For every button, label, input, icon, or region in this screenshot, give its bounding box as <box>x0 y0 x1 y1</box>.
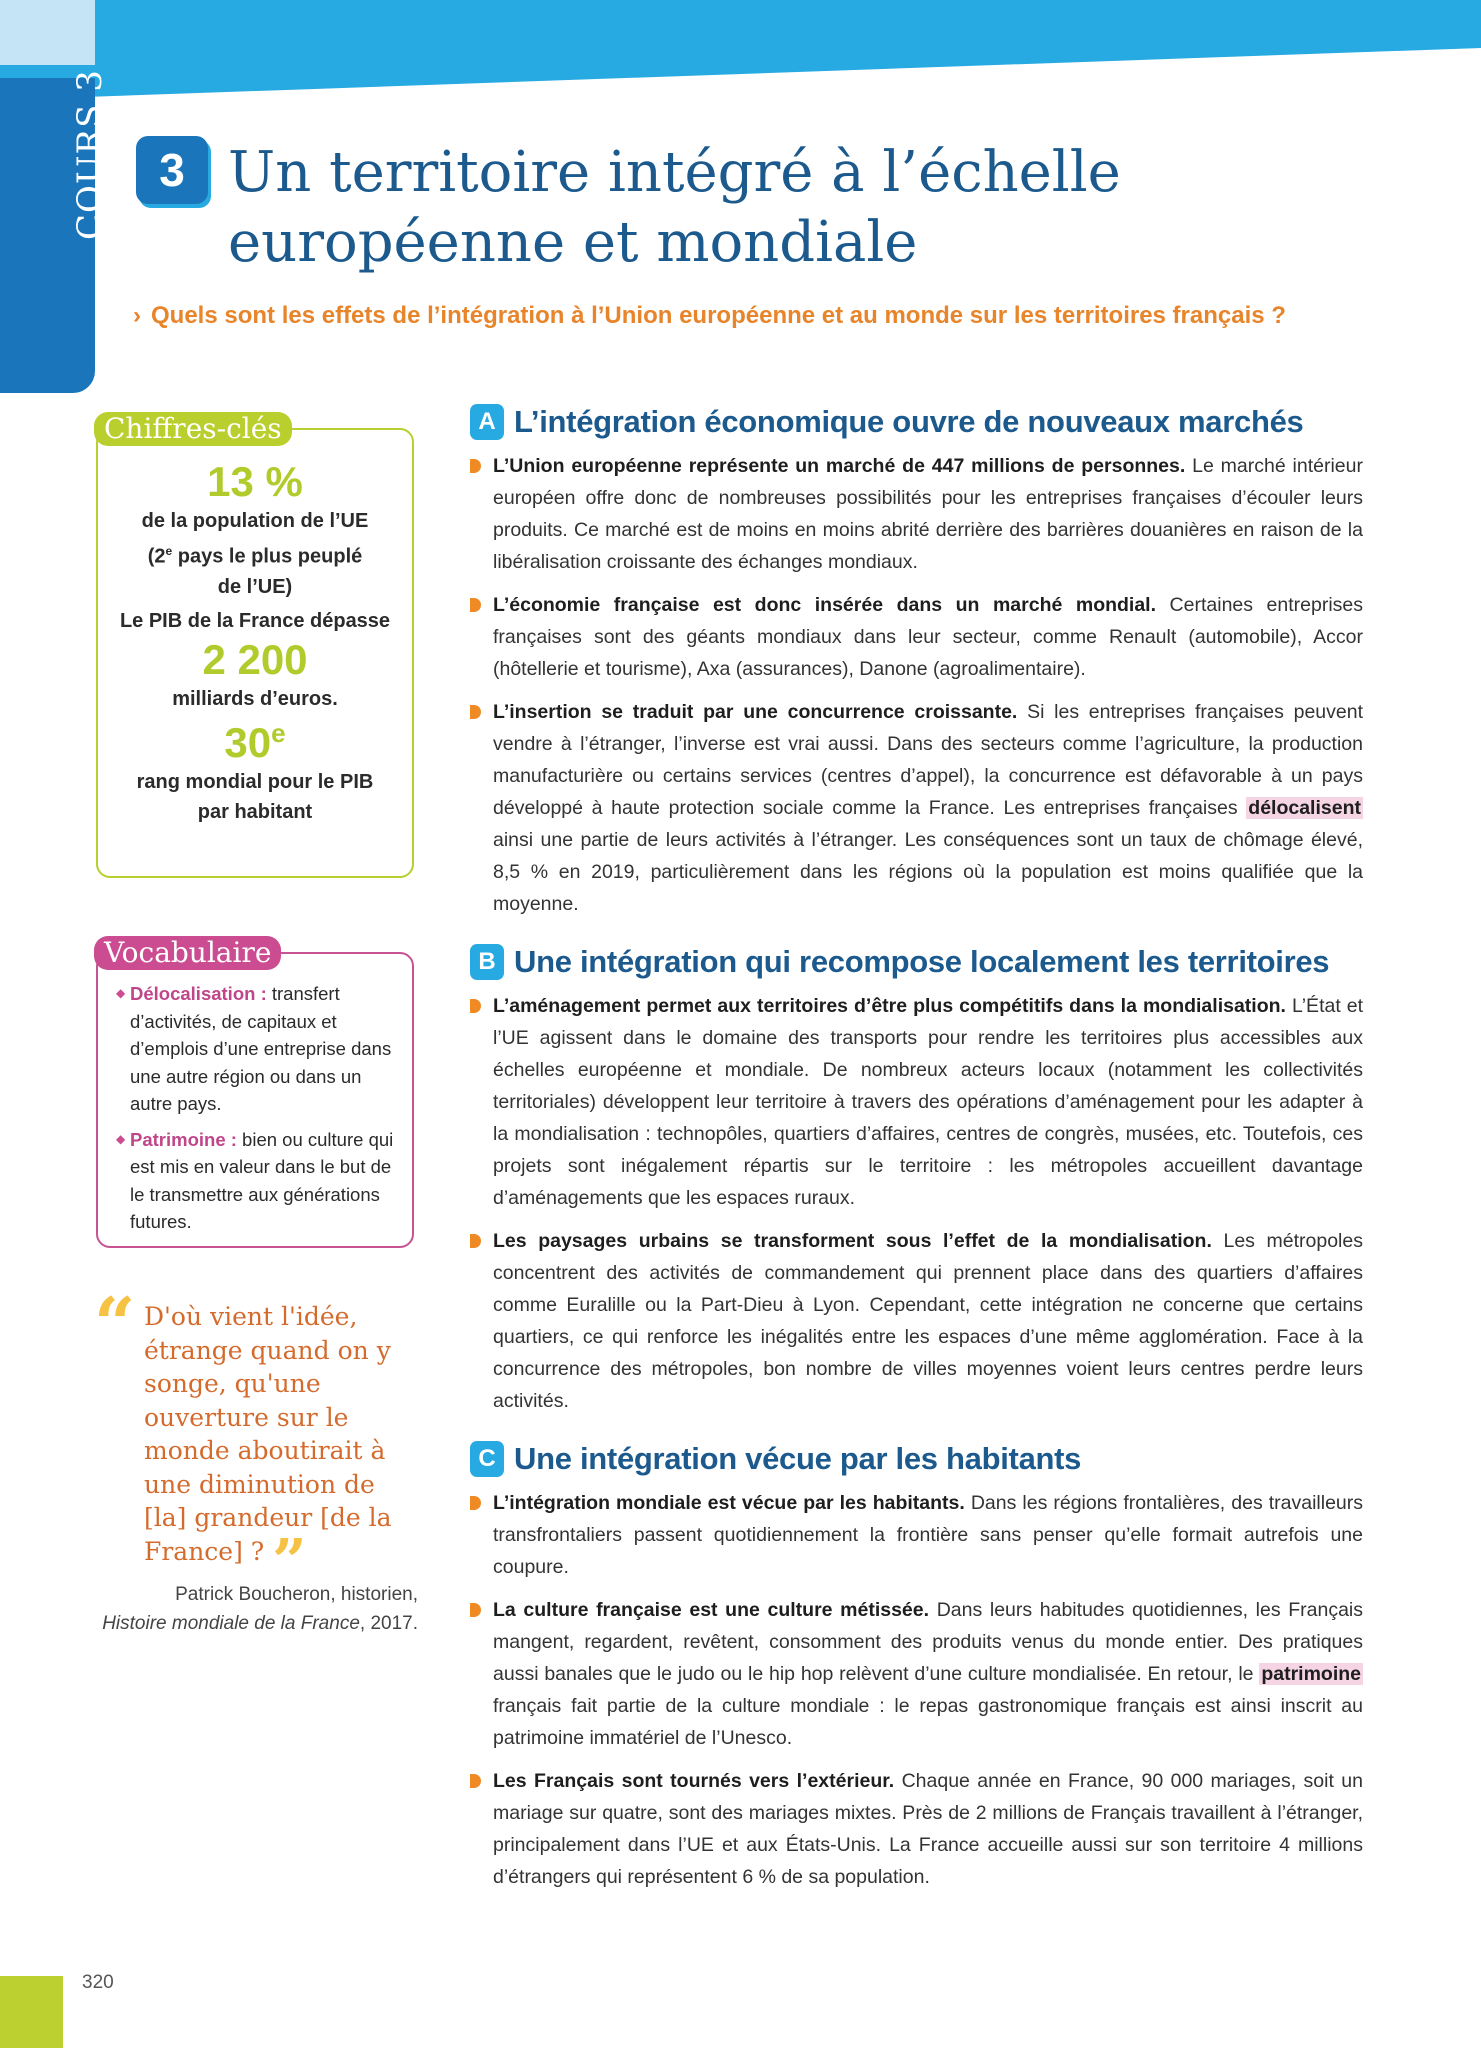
paragraph-lead: Les Français sont tournés vers l’extérieur. <box>493 1770 895 1792</box>
section-letter-badge: C <box>470 1441 504 1477</box>
superscript: e <box>165 544 173 558</box>
section-heading-a <box>470 404 1363 440</box>
paragraph-lead: L’intégration mondiale est vécue par les habitants. <box>493 1492 965 1514</box>
vocabulary-highlight[interactable]: délocalisent <box>1248 797 1361 819</box>
paragraph <box>470 450 1363 578</box>
key-figure-value: 2 200 <box>202 635 308 683</box>
key-figure-text: par habitant <box>197 800 313 823</box>
chapter-side-label: COURS 3 <box>70 69 110 240</box>
text-fragment: pays le plus peuplé <box>172 545 363 568</box>
quote-block <box>94 1281 424 1638</box>
lesson-content <box>470 404 1363 1904</box>
vocabulary-definition: bien ou culture qui est mis en valeur dans le but de le transmettre aux générations futures. <box>130 1128 394 1232</box>
chevron-right-icon: › <box>133 302 141 329</box>
paragraph-lead: La culture française est une culture métissée. <box>493 1599 930 1621</box>
key-figure-text: Le PIB de la France dépasse <box>119 609 391 632</box>
page-number-tab <box>0 1976 63 2048</box>
bullet-marker-icon <box>470 705 481 719</box>
vocabulary-term: Patrimoine : <box>130 1128 237 1150</box>
section-letter-badge: A <box>470 404 504 440</box>
paragraph-text: Dans les régions frontalières, des travailleurs transfrontaliers passent quotidiennement la frontière sans penser qu’elle formait autrefois une coupure. <box>493 1492 1364 1578</box>
section-title: Une intégration vécue par les habitants <box>514 1441 1082 1476</box>
text-fragment: (2 <box>147 545 166 568</box>
key-figure-text <box>98 536 412 572</box>
paragraph <box>470 990 1363 1214</box>
paragraph-text: Les métropoles concentrent des activités de commandement qui prennent place dans des quartiers d’affaires comme Euralille ou la Part-Dieu à Lyon. Cependant, cette intégration ne concerne que certains quartiers, ce qui renforce les inégalités entre les espaces d’une même agglomération. Face à la concurrence des métropoles, bon nombre de villes moyennes voient leurs centres perdre leurs activités. <box>493 1230 1363 1412</box>
page-number: 320 <box>82 1972 114 1993</box>
section-heading-c <box>470 1441 1363 1477</box>
open-quote-icon: “ <box>94 1281 136 1366</box>
paragraph-text: L’État et l’UE agissent dans le domaine des transports pour rendre les territoires plus accessibles aux échelles européenne et mondiale. De nombreux acteurs locaux (notamment les collectivités territoriales) développent leur territoire à travers des opérations d’aménagement pour les adapter à la mondialisation : technopôles, quartiers d’affaires, centres de congrès, musées, etc. Toutefois, ces projets sont inégalement répartis sur le territoire : les métropoles accueillent davantage d’aménagements que les espaces ruraux. <box>493 995 1364 1209</box>
paragraph-text: Si les entreprises françaises peuvent vendre à l’étranger, l’inverse est vrai aussi. Dans des secteurs comme l’agriculture, la production manufacturière ou certains services (centres d’appel), la concurrence est défavorable à un pays développé à haute protection sociale comme la France. Les entreprises françaises <box>493 701 1363 819</box>
paragraph-lead: L’Union européenne représente un marché de 447 millions de personnes. <box>493 455 1186 477</box>
paragraph <box>470 1487 1363 1583</box>
paragraph-text: Certaines entreprises françaises sont des géants mondiaux dans leur secteur, comme Renault (automobile), Accor (hôtellerie et tourisme), Axa (assurances), Danone (agroalimentaire). <box>493 594 1363 680</box>
paragraph-text: ainsi une partie de leurs activités à l’étranger. Les conséquences sont un taux de chômage élevé, 8,5 % en 2019, particulièrement dans les régions où la population est moins qualifiée que la moyenne. <box>493 829 1363 915</box>
page-title: Un territoire intégré à l’échelle européenne et mondiale <box>228 140 1121 275</box>
bullet-marker-icon <box>470 1774 481 1788</box>
paragraph <box>470 1594 1363 1754</box>
vocabulary-item <box>116 980 400 1118</box>
lesson-number-badge: 3 <box>136 136 208 204</box>
paragraph-lead: L’économie française est donc insérée dans un marché mondial. <box>493 594 1157 616</box>
paragraph-lead: L’aménagement permet aux territoires d’être plus compétitifs dans la mondialisation. <box>493 995 1286 1017</box>
section-title: L’intégration économique ouvre de nouveaux marchés <box>514 404 1304 439</box>
vocabulary-item <box>116 1126 400 1236</box>
quote-year: , 2017. <box>359 1612 418 1634</box>
paragraph-lead: Les paysages urbains se transforment sous l’effet de la mondialisation. <box>493 1230 1212 1252</box>
key-figure-value <box>98 718 412 767</box>
vocabulary-term: Délocalisation : <box>130 983 267 1004</box>
paragraph <box>470 696 1363 920</box>
section-letter-badge: B <box>470 944 504 980</box>
vocabulary-tag: Vocabulaire <box>94 936 281 970</box>
bullet-marker-icon <box>470 1603 481 1617</box>
paragraph-text: Le marché intérieur européen offre donc de nombreuses possibilités pour les entreprises françaises d’écouler leurs produits. Ce marché est de moins en moins abrité derrière des barrières douanières en raison de la libéralisation croissante des échanges mondiaux. <box>493 455 1363 573</box>
bullet-marker-icon <box>470 459 481 473</box>
key-figure-value: 13 % <box>207 458 303 505</box>
quote-author: Patrick Boucheron, historien, <box>175 1583 418 1605</box>
key-figure-text: de l’UE) <box>217 575 293 598</box>
paragraph <box>470 1225 1363 1417</box>
quote-source <box>94 1580 418 1638</box>
paragraph-text: Dans leurs habitudes quotidiennes, les Français mangent, regardent, revêtent, consomment des produits venus du monde entier. Des pratiques aussi banales que le judo ou le hip hop relèvent d’une culture mondialisée. En retour, le <box>493 1599 1363 1685</box>
bullet-marker-icon <box>470 598 481 612</box>
key-figures-box <box>96 412 414 878</box>
diamond-bullet-icon: ◆ <box>116 986 126 1000</box>
vocabulary-highlight[interactable]: patrimoine <box>1261 1663 1361 1685</box>
key-figure-text: de la population de l’UE <box>141 510 369 532</box>
section-heading-b <box>470 944 1363 980</box>
quote-book: Histoire mondiale de la France <box>102 1612 360 1634</box>
paragraph <box>470 1765 1363 1893</box>
close-quote-icon: ” <box>272 1526 307 1597</box>
problem-question <box>133 302 1286 330</box>
paragraph-text: Chaque année en France, 90 000 mariages, soit un mariage sur quatre, sont des mariages mixtes. Près de 2 millions de Français travaillent à l’étranger, principalement dans l’UE et aux États-Unis. La France accueille aussi sur son territoire 4 millions d’étrangers qui représentent 6 % de sa population. <box>493 1770 1363 1888</box>
section-title: Une intégration qui recompose localement les territoires <box>514 944 1330 979</box>
superscript: e <box>271 717 286 748</box>
paragraph <box>470 589 1363 685</box>
key-figure-text: rang mondial pour le PIB <box>136 770 374 793</box>
quote-book-line <box>94 1609 418 1638</box>
header-corner-block <box>0 0 95 65</box>
bullet-marker-icon <box>470 999 481 1013</box>
bullet-marker-icon <box>470 1234 481 1248</box>
vocabulary-box <box>96 936 414 1248</box>
header-band <box>0 0 1481 100</box>
diamond-bullet-icon: ◆ <box>116 1131 126 1146</box>
key-figures-tag: Chiffres-clés <box>94 412 292 446</box>
key-figure-text: milliards d’euros. <box>172 687 338 710</box>
vocabulary-definition: transfert d’activités, de capitaux et d’emplois d’une entreprise dans une autre région ou dans un autre pays. <box>130 983 392 1114</box>
paragraph-text: français fait partie de la culture mondiale : le repas gastronomique français est ainsi inscrit au patrimoine immatériel de l’Unesco. <box>493 1695 1363 1749</box>
problem-question-text: Quels sont les effets de l’intégration à l’Union européenne et au monde sur les territoires français ? <box>151 302 1286 329</box>
quote-body: D'où vient l'idée, étrange quand on y songe, qu'une ouverture sur le monde aboutirait à une diminution de [la] grandeur [de la France] ? <box>144 1302 392 1566</box>
bullet-marker-icon <box>470 1496 481 1510</box>
text-fragment: 30 <box>224 718 272 766</box>
paragraph-lead: L’insertion se traduit par une concurrence croissante. <box>493 701 1018 723</box>
